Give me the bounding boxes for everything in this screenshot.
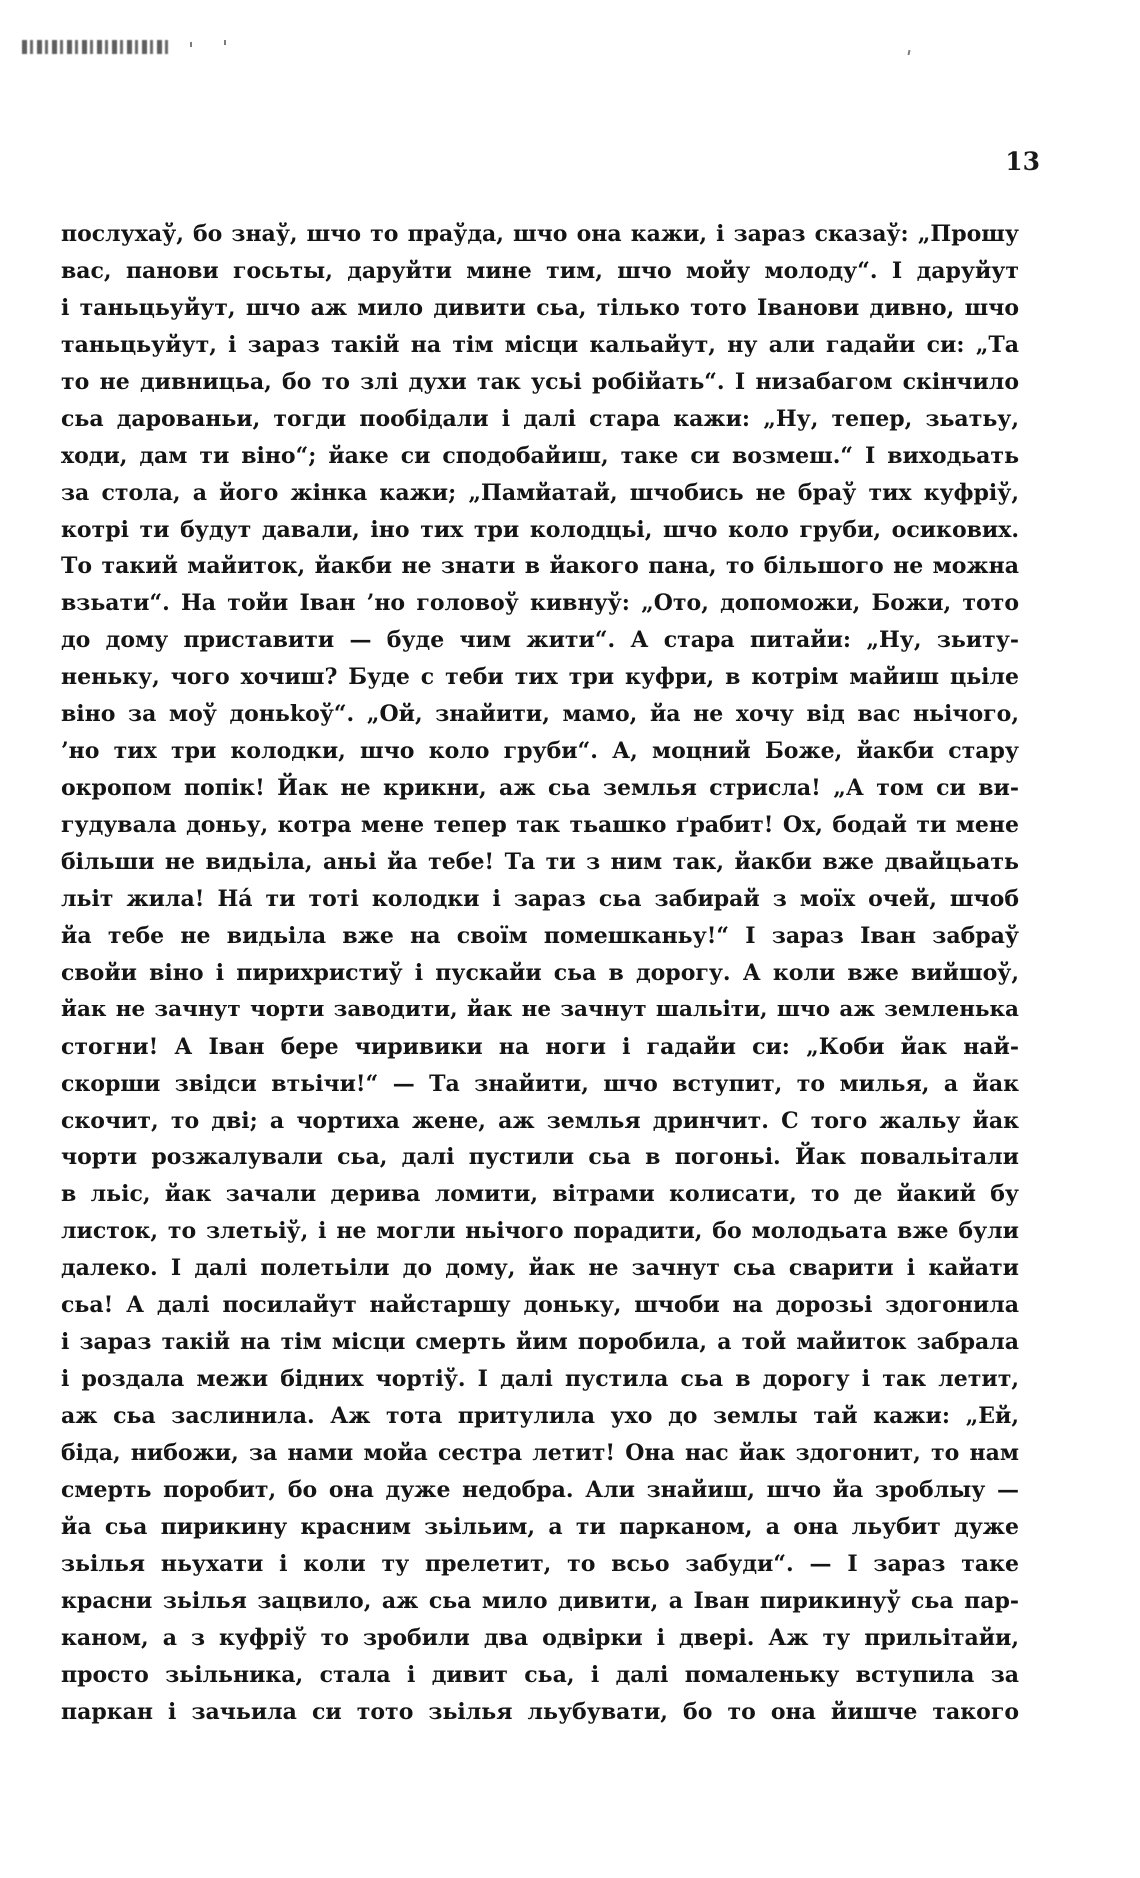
text-line: послухаў, бо знаў, шчо то праўда, шчо она кажи, і зараз сказаў: „Прошу (61, 221, 1019, 247)
scan-artifact (22, 40, 172, 54)
text-line: стогни! А Іван бере чиривики на ноги і гадайи си: „Коби йак най- (61, 1033, 1019, 1060)
text-line: неньку, чого хочиш? Буде с теби тих три куфри, в котрім майиш цьіле (61, 664, 1019, 691)
body-text (61, 216, 1019, 1730)
text-line: красни зьілья зацвило, аж сьа мило дивити, а Іван пирикинуў сьа пар- (61, 1587, 1019, 1614)
text-line: віно за моў доньkoў“. „Ой, знайити, мамо, йа не хочу від вас ньічого, (61, 701, 1019, 728)
scan-speck (908, 50, 911, 55)
text-line: чорти розжалували сьа, далі пустили сьа в погоньі. Йак повальітали (61, 1144, 1019, 1171)
text-line: ’но тих три колодки, шчо коло груби“. А, моцний Боже, йакби стару (61, 738, 1019, 765)
text-line: каном, а з куфріў то зробили два одвірки і двері. Аж ту прильітайи, (61, 1624, 1019, 1651)
text-line: йак не зачнут чорти заводити, йак не зачнут шальіти, шчо аж земленька (61, 996, 1019, 1022)
text-line: йа сьа пирикину красним зьільим, а ти парканом, а она льубит дуже (61, 1513, 1019, 1540)
scan-speck (224, 40, 226, 45)
text-line: окропом попік! Йак не крикни, аж сьа землья стрисла! „А том си ви- (61, 775, 1019, 802)
text-line: сьа дарованьи, тогди пообідали і далі стара кажи: „Ну, тепер, зьатьу, (61, 405, 1019, 432)
text-line: то не дивницьа, бо то злі духи так усьі робійать“. І низабагом скінчило (61, 368, 1019, 395)
text-line: далеко. І далі полетьіли до дому, йак не зачнут сьа сварити і кайати (61, 1255, 1019, 1282)
text-line: таньцьуйут, і зараз такій на тім місци кальайут, ну али гадайи си: „Та (61, 331, 1019, 358)
text-line: в льіс, йак зачали дерива ломити, вітрами колисати, то де йакий бу (61, 1181, 1019, 1208)
text-line: біда, нибожи, за нами мойа сестра летит! Она нас йак здогонит, то нам (61, 1439, 1019, 1466)
text-line: свойи віно і пирихристиў і пускайи сьа в дорогу. А коли вже вийшоў, (61, 959, 1019, 986)
text-line: скочит, то дві; а чортиха жене, аж землья дринчит. С того жальу йак (61, 1107, 1019, 1134)
text-line: То такий майиток, йакби не знати в йакого пана, то більшого не можна (61, 553, 1019, 580)
text-line: до дому приставити — буде чим жити“. А стара питайи: „Ну, зьиту- (61, 627, 1019, 654)
text-line: взьати“. На тойи Іван ’но головоў кивнуў: „Ото, допоможи, Божи, тото (61, 590, 1019, 617)
text-line: котрі ти будут давали, іно тих три колодцьі, шчо коло груби, осикових. (61, 516, 1019, 543)
text-line: і роздала межи бідних чортіў. І далі пустила сьа в дорогу і так летит, (61, 1366, 1019, 1393)
scan-speck (190, 42, 192, 47)
text-line: за стола, а його жінка кажи; „Памйатай, шчобись не браў тих куфріў, (61, 479, 1019, 506)
text-line: льіт жила! На́ ти тоті колодки і зараз сьа забирай з моїх очей, шчоб (61, 885, 1019, 912)
text-line: листок, то злетьіў, і не могли ньічого порадити, бо молодьата вже були (61, 1218, 1019, 1245)
text-line: паркан і зачьила си тото зьілья льубувати, бо то она йишче такого (61, 1698, 1019, 1725)
text-line: ходи, дам ти віно“; йаке си сподобайиш, таке си возмеш.“ І виходьать (61, 442, 1019, 469)
text-line: гудувала доньу, котра мене тепер так тьашко ґрабит! Ох, бодай ти мене (61, 812, 1019, 838)
page-number: 13 (1005, 147, 1040, 176)
text-line: сьа! А далі посилайут найстаршу доньку, шчоби на дорозьі здогонила (61, 1292, 1019, 1319)
text-line: аж сьа заслинила. Аж тота притулила ухо до землы тай кажи: „Ей, (61, 1403, 1019, 1429)
text-line: і зараз такій на тім місци смерть йим поробила, а той майиток забрала (61, 1329, 1019, 1356)
text-line: більши не видьіла, аньі йа тебе! Та ти з ним так, йакби вже двайцьать (61, 848, 1019, 875)
text-line: скорши звідси втьічи!“ — Та знайити, шчо вступит, то милья, а йак (61, 1070, 1019, 1097)
text-line: смерть поробит, бо она дуже недобра. Али знайиш, шчо йа зроблыу — (61, 1476, 1019, 1503)
text-line: йа тебе не видьіла вже на своїм помешканьу!“ І зараз Іван забраў (61, 922, 1019, 949)
text-line: вас, панови госьты, даруйти мине тим, шчо мойу молоду“. І даруйут (61, 257, 1019, 284)
text-line: просто зьільника, стала і дивит сьа, і далі помаленьку вступила за (61, 1661, 1019, 1688)
text-line: зьілья ньухати і коли ту прелетит, то всьо забуди“. — І зараз таке (61, 1550, 1019, 1577)
text-line: і таньцьуйут, шчо аж мило дивити сьа, тілько тото Іванови дивно, шчо (61, 294, 1019, 321)
